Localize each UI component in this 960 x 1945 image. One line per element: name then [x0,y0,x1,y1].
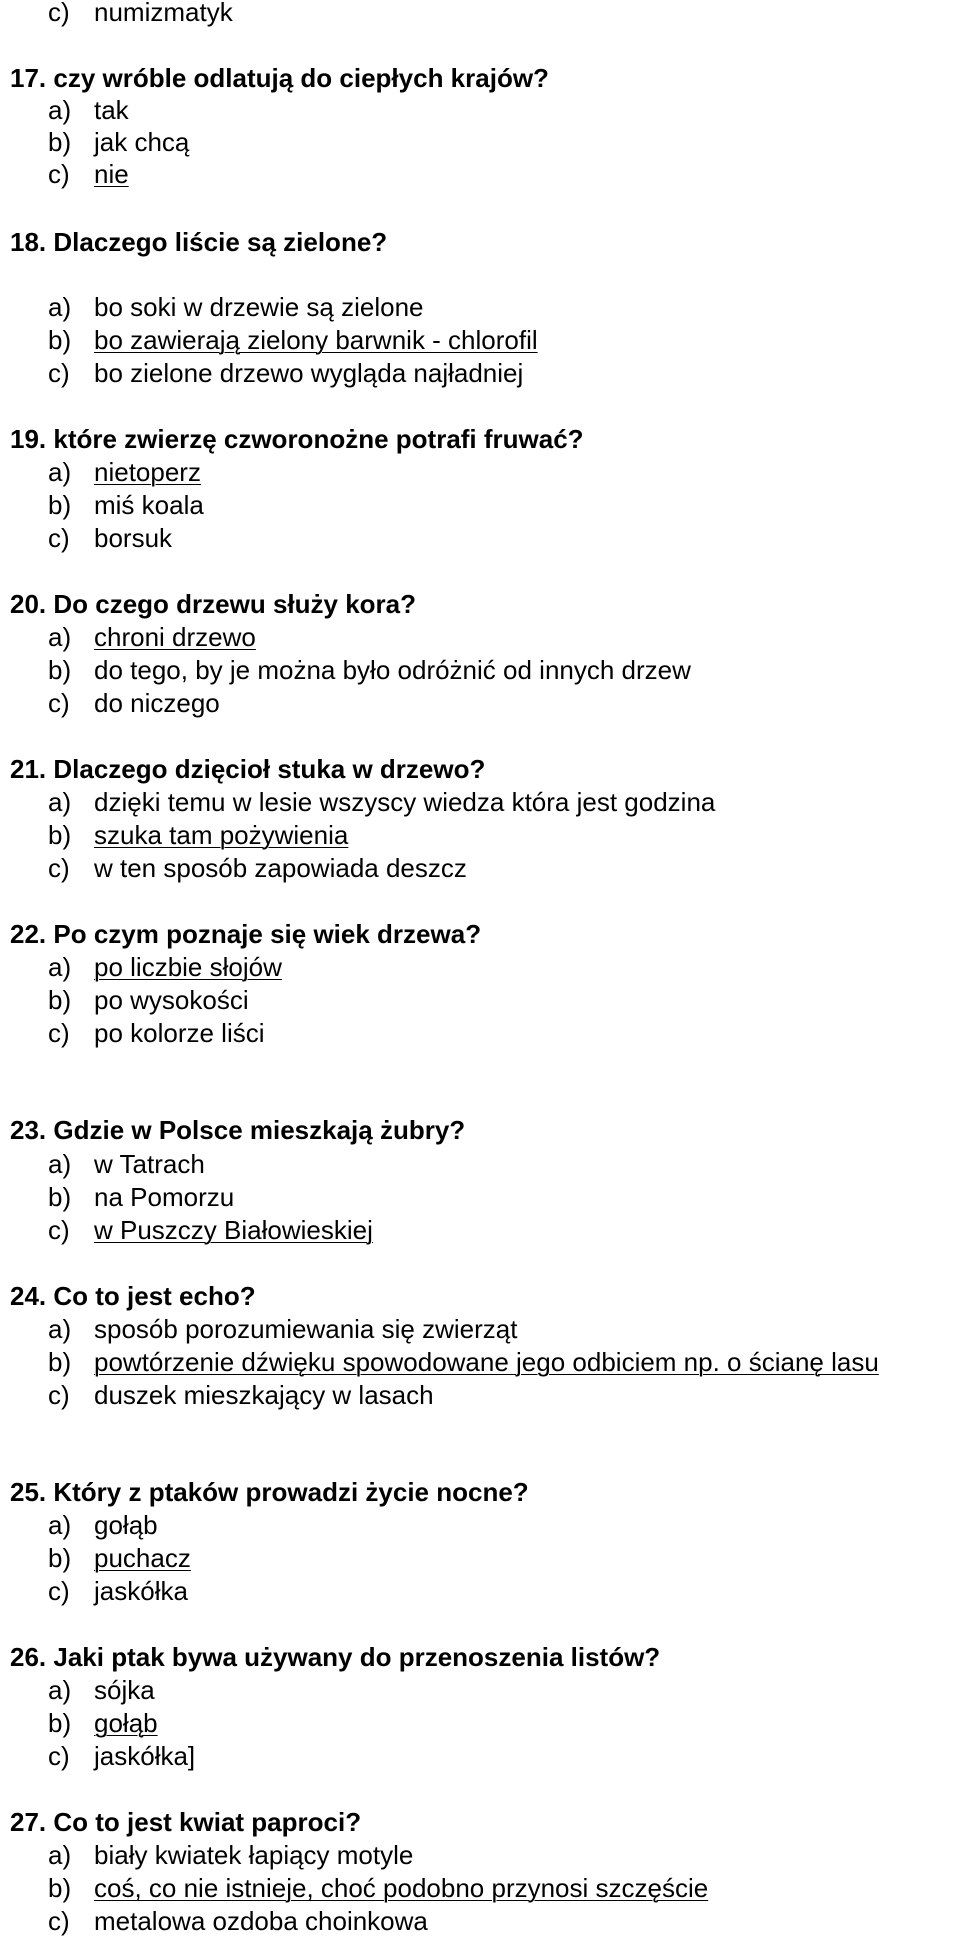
option-text: na Pomorzu [94,1182,235,1212]
correct-answer-text: chroni drzewo [94,622,256,652]
option-letter: c) [48,853,70,883]
option-letter: b) [48,655,72,685]
option-letter: c) [48,0,70,27]
option-line [48,324,538,356]
option-line [48,158,129,190]
question-title: 27. Co to jest kwiat paproci? [10,1807,362,1837]
option-text: do niczego [94,688,220,718]
option-letter: a) [48,457,72,487]
option-letter: b) [48,325,72,355]
option-line [48,1214,373,1246]
option-line [48,1542,191,1574]
option-letter: a) [48,1675,72,1705]
option-letter: a) [48,1149,72,1179]
option-line [48,1379,434,1411]
option-line [48,1872,708,1904]
option-letter: a) [48,1314,72,1344]
option-letter: a) [48,622,72,652]
option-letter: b) [48,127,72,157]
option-line [48,1905,428,1937]
correct-answer-text: po liczbie słojów [94,952,282,982]
option-line [48,1017,265,1049]
option-letter: a) [48,787,72,817]
option-line [48,1740,195,1772]
option-line [48,126,189,158]
option-line [48,291,424,323]
option-letter: a) [48,1840,72,1870]
correct-answer-text: bo zawierają zielony barwnik - chlorofil [94,325,538,355]
option-text: metalowa ozdoba choinkowa [94,1906,428,1936]
option-line [48,357,523,389]
correct-answer-text: nietoperz [94,457,201,487]
question-title: 19. które zwierzę czworonożne potrafi fruwać? [10,424,584,454]
option-line [48,654,691,686]
option-text: gołąb [94,1510,158,1540]
option-letter: c) [48,1380,70,1410]
option-text: numizmatyk [94,0,233,27]
option-text: dzięki temu w lesie wszyscy wiedza która jest godzina [94,787,716,817]
correct-answer-text: szuka tam pożywienia [94,820,349,850]
option-letter: c) [48,1906,70,1936]
option-text: sposób porozumiewania się zwierząt [94,1314,518,1344]
option-line [48,786,715,818]
option-line [48,1674,155,1706]
option-letter: b) [48,490,72,520]
option-line [48,621,256,653]
option-line [48,1839,413,1871]
option-letter: c) [48,688,70,718]
question-title: 24. Co to jest echo? [10,1281,256,1311]
question-title: 18. Dlaczego liście są zielone? [10,227,388,257]
option-letter: c) [48,523,70,553]
option-line [48,951,282,983]
option-line [48,1509,158,1541]
option-text: po wysokości [94,985,249,1015]
option-line [48,1313,517,1345]
correct-answer-text: powtórzenie dźwięku spowodowane jego odbiciem np. o ścianę lasu [94,1347,879,1377]
option-letter: c) [48,1215,70,1245]
option-line [48,687,220,719]
option-line [48,852,467,884]
option-line [48,1148,205,1180]
option-letter: b) [48,985,72,1015]
option-line [48,1707,158,1739]
option-text: w Tatrach [94,1149,205,1179]
option-text: biały kwiatek łapiący motyle [94,1840,414,1870]
option-text: miś koala [94,490,204,520]
option-letter: a) [48,952,72,982]
option-letter: b) [48,820,72,850]
question-title: 21. Dlaczego dzięcioł stuka w drzewo? [10,754,486,784]
correct-answer-text: w Puszczy Białowieskiej [94,1215,373,1245]
option-letter: b) [48,1708,72,1738]
question-title: 17. czy wróble odlatują do ciepłych krajów? [10,63,549,93]
option-text: do tego, by je można było odróżnić od innych drzew [94,655,691,685]
option-letter: b) [48,1873,72,1903]
question-title: 22. Po czym poznaje się wiek drzewa? [10,919,482,949]
option-line [48,456,201,488]
option-text: po kolorze liści [94,1018,265,1048]
question-title: 25. Który z ptaków prowadzi życie nocne? [10,1477,529,1507]
option-letter: c) [48,1741,70,1771]
option-letter: b) [48,1543,72,1573]
correct-answer-text: gołąb [94,1708,158,1738]
option-text: sójka [94,1675,155,1705]
question-title: 26. Jaki ptak bywa używany do przenoszenia listów? [10,1642,661,1672]
option-letter: b) [48,1347,72,1377]
option-letter: c) [48,358,70,388]
option-text: jaskółka [94,1576,188,1606]
option-letter: a) [48,292,72,322]
option-letter: c) [48,1018,70,1048]
option-letter: b) [48,1182,72,1212]
option-text: bo zielone drzewo wygląda najładniej [94,358,524,388]
correct-answer-text: coś, co nie istnieje, choć podobno przynosi szczęście [94,1873,709,1903]
correct-answer-text: puchacz [94,1543,191,1573]
option-line [48,984,249,1016]
option-text: borsuk [94,523,173,553]
option-text: duszek mieszkający w lasach [94,1380,434,1410]
option-line [48,94,129,126]
option-letter: a) [48,1510,72,1540]
option-text: tak [94,95,129,125]
option-line [48,1346,879,1378]
option-text: bo soki w drzewie są zielone [94,292,424,322]
question-title: 23. Gdzie w Polsce mieszkają żubry? [10,1115,466,1145]
option-line [48,0,233,28]
option-line [48,1181,234,1213]
option-line [48,819,348,851]
option-letter: c) [48,1576,70,1606]
correct-answer-text: nie [94,159,129,189]
option-text: jak chcą [94,127,190,157]
option-line [48,489,204,521]
question-title: 20. Do czego drzewu służy kora? [10,589,416,619]
option-line [48,1575,188,1607]
option-text: jaskółka] [94,1741,196,1771]
option-letter: c) [48,159,70,189]
option-line [48,522,172,554]
option-letter: a) [48,95,72,125]
option-text: w ten sposób zapowiada deszcz [94,853,467,883]
